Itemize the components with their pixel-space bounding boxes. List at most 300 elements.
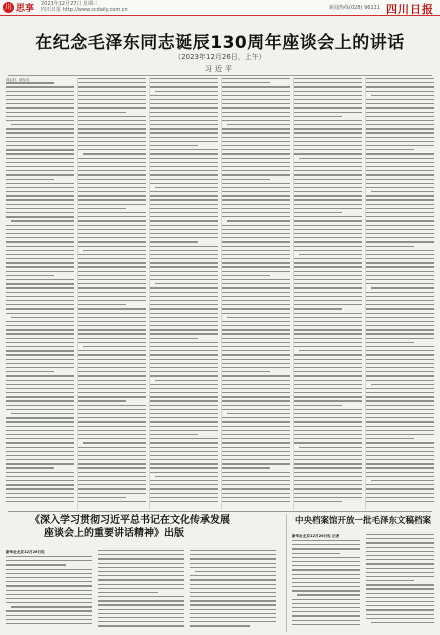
text-line: [366, 313, 434, 314]
text-line: [222, 472, 290, 473]
text-line: [294, 195, 362, 196]
text-line: [98, 592, 158, 593]
text-block: [366, 78, 434, 502]
book-news-column: [6, 550, 92, 630]
text-line: [294, 371, 362, 372]
text-line: [294, 153, 362, 154]
text-line: [6, 623, 92, 624]
text-line: [366, 254, 434, 255]
text-line: [6, 501, 74, 502]
text-line: [150, 86, 218, 87]
text-line: [150, 229, 218, 230]
text-line: [150, 216, 218, 217]
text-line: [78, 204, 146, 205]
text-line: [222, 459, 290, 460]
text-line: [150, 421, 218, 422]
text-line: [294, 359, 362, 360]
text-line: [222, 380, 290, 381]
text-line: [366, 162, 434, 163]
text-line: [150, 170, 218, 171]
app-logo-text[interactable]: 思享: [16, 4, 35, 14]
text-line: [294, 275, 362, 276]
text-line: [78, 191, 146, 192]
text-line: [150, 308, 218, 309]
text-line: [366, 78, 434, 79]
text-line: [78, 400, 126, 401]
text-line: [366, 153, 434, 154]
text-line: [366, 279, 434, 280]
text-line: [222, 195, 290, 196]
text-line: [150, 321, 218, 322]
text-line: [6, 569, 92, 570]
text-line: [6, 246, 74, 247]
text-line: [78, 103, 146, 104]
text-line: [6, 179, 54, 180]
text-line: [150, 363, 218, 364]
text-line: [78, 183, 146, 184]
text-line: [6, 212, 74, 213]
text-line: [294, 346, 362, 347]
edition-site: 四川日报 http://www.scdaily.com.cn: [41, 7, 128, 13]
text-line: [150, 233, 218, 234]
article-column-2: [78, 78, 146, 510]
article-headline: 在纪念毛泽东同志诞辰130周年座谈会上的讲话: [35, 33, 405, 53]
text-line: [366, 551, 434, 552]
text-line: [294, 438, 362, 439]
text-line: [78, 149, 146, 150]
text-line: [366, 584, 434, 585]
text-line: [6, 573, 92, 574]
text-line: [78, 367, 146, 368]
text-line: [6, 266, 74, 267]
text-line: [6, 354, 74, 355]
text-line: [78, 296, 146, 297]
text-line: [366, 246, 414, 247]
text-line: [222, 350, 290, 351]
text-line: [78, 371, 146, 372]
text-line: [294, 166, 362, 167]
text-line: [78, 484, 146, 485]
text-line: [6, 426, 74, 427]
text-line: [150, 350, 218, 351]
text-line: [6, 170, 74, 171]
text-line: [150, 149, 218, 150]
text-line: [150, 417, 218, 418]
text-line: [366, 241, 434, 242]
text-line: [222, 292, 290, 293]
text-line: [78, 120, 146, 121]
text-line: [227, 317, 290, 318]
text-line: [6, 581, 92, 582]
text-line: [366, 229, 434, 230]
text-line: [190, 584, 276, 585]
text-line: [6, 363, 74, 364]
text-line: [366, 417, 434, 418]
text-line: [6, 577, 92, 578]
text-line: [155, 380, 218, 381]
text-line: [294, 300, 362, 301]
text-line: [150, 162, 218, 163]
text-line: [222, 271, 290, 272]
article-column-4: [222, 78, 290, 510]
text-line: [6, 132, 74, 133]
text-line: [6, 233, 74, 234]
text-line: [222, 208, 290, 209]
text-line: [78, 426, 146, 427]
text-line: [222, 447, 290, 448]
text-line: [294, 325, 362, 326]
text-line: [6, 149, 74, 150]
text-line: [366, 350, 434, 351]
text-line: [78, 162, 146, 163]
text-line: [6, 199, 74, 200]
text-line: [78, 493, 146, 494]
text-line: [6, 560, 92, 561]
text-line: [6, 296, 74, 297]
archive-news-headline[interactable]: 中央档案馆开放一批毛泽东文稿档案: [294, 516, 431, 526]
text-line: [78, 170, 146, 171]
text-line: [366, 204, 434, 205]
text-line: [78, 363, 146, 364]
text-line: [294, 99, 362, 100]
text-line: [150, 279, 218, 280]
text-line: [222, 300, 290, 301]
text-line: [78, 141, 146, 142]
text-line: [150, 497, 218, 498]
text-line: [294, 342, 362, 343]
text-line: [6, 86, 74, 87]
article-column-6: [366, 78, 434, 510]
text-line: [366, 99, 434, 100]
text-line: [294, 262, 362, 263]
text-line: [78, 380, 146, 381]
text-line: [294, 459, 362, 460]
text-line: [6, 463, 74, 464]
text-line: [366, 266, 434, 267]
text-line: [292, 586, 360, 587]
text-line: [222, 149, 290, 150]
text-line: [6, 292, 74, 293]
text-line: [366, 158, 434, 159]
salutation: 同志们、朋友们：: [6, 78, 33, 82]
book-headline-line-2: 座谈会上的重要讲话精神》出版: [44, 528, 184, 539]
text-line: [366, 141, 434, 142]
text-line: [150, 132, 218, 133]
text-line: [366, 547, 434, 548]
text-line: [222, 132, 290, 133]
text-line: [190, 579, 276, 580]
text-block: [190, 550, 276, 627]
text-line: [292, 557, 360, 558]
text-line: [78, 116, 146, 117]
text-line: [366, 183, 434, 184]
text-line: [78, 488, 146, 489]
masthead-bar: [0, 0, 440, 16]
text-line: [294, 95, 362, 96]
text-line: [78, 246, 146, 247]
text-line: [78, 166, 146, 167]
text-line: [190, 588, 276, 589]
text-line: [294, 271, 362, 272]
text-line: [366, 137, 434, 138]
text-line: [366, 413, 434, 414]
text-line: [294, 367, 362, 368]
text-line: [6, 241, 74, 242]
text-line: [150, 300, 218, 301]
text-line: [366, 199, 434, 200]
text-line: [78, 409, 146, 410]
text-line: [6, 405, 74, 406]
news-hotline: 新闻热线(028) 96111: [329, 5, 380, 11]
text-line: [78, 413, 146, 414]
text-line: [294, 141, 362, 142]
text-line: [292, 544, 360, 545]
text-line: [78, 459, 146, 460]
text-line: [366, 572, 434, 573]
text-line: [366, 563, 434, 564]
text-line: [6, 409, 74, 410]
text-line: [6, 103, 74, 104]
text-line: [6, 392, 74, 393]
text-line: [6, 442, 74, 443]
text-line: [150, 120, 218, 121]
text-line: [292, 569, 360, 570]
text-line: [150, 174, 218, 175]
text-line: [78, 333, 146, 334]
text-line: [150, 204, 218, 205]
text-line: [150, 237, 218, 238]
text-line: [294, 283, 362, 284]
text-line: [366, 275, 434, 276]
text-line: [294, 380, 362, 381]
text-line: [150, 158, 218, 159]
text-line: [292, 620, 360, 621]
text-line: [294, 467, 362, 468]
text-line: [222, 342, 290, 343]
text-line: [98, 571, 184, 572]
text-line: [294, 463, 362, 464]
text-line: [6, 388, 74, 389]
text-line: [294, 430, 362, 431]
text-line: [294, 128, 362, 129]
text-line: [222, 438, 290, 439]
text-line: [294, 338, 362, 339]
text-line: [222, 99, 290, 100]
text-line: [190, 567, 276, 568]
text-line: [83, 250, 146, 251]
text-line: [222, 145, 290, 146]
text-line: [294, 442, 362, 443]
text-line: [78, 463, 146, 464]
text-line: [6, 556, 92, 557]
text-line: [371, 622, 434, 623]
text-line: [366, 112, 434, 113]
text-line: [190, 563, 276, 564]
book-news-column: [98, 550, 184, 630]
text-line: [6, 208, 74, 209]
text-line: [294, 149, 362, 150]
text-line: [222, 103, 290, 104]
text-line: [294, 434, 362, 435]
text-line: [98, 575, 184, 576]
text-line: [150, 99, 218, 100]
text-line: [6, 346, 74, 347]
text-line: [222, 116, 290, 117]
text-line: [150, 396, 218, 397]
text-line: [294, 405, 342, 406]
text-line: [227, 413, 290, 414]
text-block: [150, 78, 218, 502]
text-line: [6, 158, 74, 159]
text-line: [150, 107, 218, 108]
text-line: [366, 426, 434, 427]
text-line: [98, 609, 184, 610]
text-line: [78, 396, 146, 397]
text-line: [78, 354, 146, 355]
text-line: [150, 451, 218, 452]
text-line: [294, 417, 362, 418]
text-line: [294, 120, 362, 121]
text-line: [150, 304, 218, 305]
text-line: [6, 325, 74, 326]
text-line: [155, 283, 218, 284]
article-body: [6, 78, 434, 510]
text-line: [366, 434, 434, 435]
text-line: [366, 216, 434, 217]
text-line: [78, 233, 146, 234]
text-line: [6, 380, 74, 381]
text-line: [294, 112, 362, 113]
text-line: [150, 371, 218, 372]
text-line: [294, 493, 362, 494]
text-line: [150, 329, 218, 330]
text-line: [222, 279, 290, 280]
text-line: [150, 484, 218, 485]
text-line: [366, 233, 434, 234]
text-line: [78, 283, 146, 284]
text-line: [6, 598, 92, 599]
text-line: [78, 158, 146, 159]
text-line: [6, 308, 74, 309]
text-line: [78, 375, 146, 376]
text-line: [366, 304, 434, 305]
text-line: [6, 484, 74, 485]
text-line: [366, 421, 434, 422]
text-line: [150, 333, 218, 334]
text-line: [150, 183, 218, 184]
text-line: [294, 480, 362, 481]
text-line: [292, 561, 360, 562]
text-line: [222, 493, 290, 494]
text-line: [222, 363, 290, 364]
text-line: [222, 488, 290, 489]
text-line: [78, 266, 146, 267]
text-line: [6, 590, 92, 591]
text-line: [297, 594, 360, 595]
text-line: [366, 363, 434, 364]
text-line: [98, 550, 184, 551]
text-line: [11, 413, 74, 414]
text-line: [294, 266, 362, 267]
text-line: [366, 258, 434, 259]
text-line: [222, 179, 270, 180]
text-line: [294, 413, 362, 414]
text-line: [366, 354, 434, 355]
text-line: [294, 225, 362, 226]
text-line: [78, 179, 146, 180]
text-line: [98, 621, 184, 622]
text-line: [222, 204, 290, 205]
text-line: [150, 179, 218, 180]
text-line: [366, 329, 434, 330]
text-line: [294, 220, 362, 221]
text-line: [78, 195, 146, 196]
text-line: [78, 501, 146, 502]
text-line: [222, 497, 290, 498]
text-line: [292, 624, 360, 625]
text-line: [366, 103, 434, 104]
text-line: [6, 338, 74, 339]
text-line: [294, 321, 362, 322]
text-line: [366, 166, 434, 167]
text-line: [150, 250, 218, 251]
text-line: [371, 384, 434, 385]
text-line: [6, 237, 74, 238]
text-line: [294, 91, 362, 92]
text-line: [294, 451, 362, 452]
book-news-headline[interactable]: [30, 514, 250, 540]
text-line: [98, 554, 184, 555]
text-line: [6, 141, 74, 142]
text-line: [98, 617, 184, 618]
text-line: [294, 396, 362, 397]
text-line: [150, 392, 218, 393]
text-line: [6, 375, 74, 376]
text-line: [150, 367, 218, 368]
text-line: [294, 116, 342, 117]
text-line: [150, 116, 218, 117]
text-line: [150, 338, 198, 339]
text-line: [150, 413, 218, 414]
text-line: [150, 241, 198, 242]
text-line: [190, 554, 276, 555]
text-line: [6, 610, 92, 611]
text-line: [222, 254, 290, 255]
text-line: [6, 225, 74, 226]
text-line: [222, 321, 290, 322]
text-line: [190, 596, 276, 597]
text-line: [6, 421, 74, 422]
text-line: [294, 86, 362, 87]
text-block: [6, 82, 74, 502]
text-line: [78, 472, 146, 473]
archive-news-column: [366, 534, 434, 630]
edition-meta: [41, 1, 128, 13]
text-line: [222, 241, 290, 242]
text-line: [190, 550, 276, 551]
text-line: [294, 250, 362, 251]
text-line: [222, 86, 290, 87]
text-line: [6, 107, 74, 108]
text-line: [292, 607, 360, 608]
text-line: [6, 615, 92, 616]
text-line: [222, 287, 290, 288]
text-line: [366, 463, 434, 464]
text-line: [6, 480, 74, 481]
text-line: [366, 338, 434, 339]
text-line: [78, 237, 146, 238]
text-line: [366, 296, 434, 297]
